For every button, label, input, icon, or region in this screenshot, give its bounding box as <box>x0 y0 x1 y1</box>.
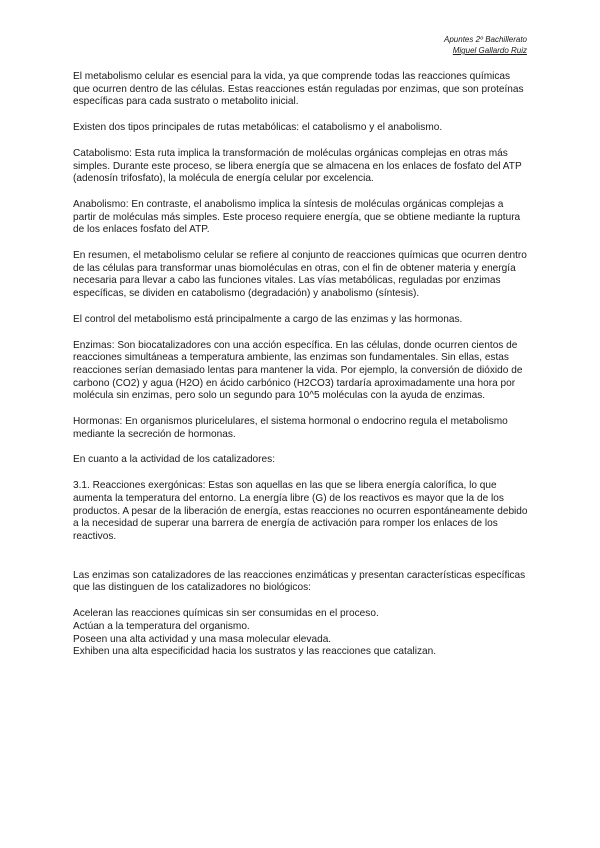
header-course: Apuntes 2º Bachillerato <box>444 35 527 44</box>
document-body <box>73 71 529 659</box>
header-author: Miguel Gallardo Ruiz <box>452 46 527 55</box>
page-header <box>444 34 527 56</box>
paragraph-catalysts: En cuanto a la actividad de los catalizadores: <box>73 454 275 466</box>
list-item: Aceleran las reacciones químicas sin ser consumidas en el proceso. <box>73 608 379 620</box>
paragraph-intro: El metabolismo celular es esencial para la vida, ya que comprende todas las reacciones químicas que ocurren dentro de las células. Estas reacciones están reguladas por enzimas, que son proteínas específicas para cada sustrato o metabolito inicial. <box>73 71 524 108</box>
paragraph-exergonic: 3.1. Reacciones exergónicas: Estas son aquellas en las que se libera energía calorífica, lo que aumenta la temperatura del entorno. La energía libre (G) de los reactivos es mayor que la de los productos. A pesar de la liberación de energía, estas reacciones no ocurren espontáneamente debido a la necesidad de superar una barrera de energía de activación para romper los enlaces de los reactivos. <box>73 480 528 542</box>
paragraph-anabolism: Anabolismo: En contraste, el anabolismo implica la síntesis de moléculas orgánicas complejas a partir de moléculas más simples. Este proceso requiere energía, que se obtiene mediante la ruptura de los enlaces fosfato del ATP. <box>73 198 521 236</box>
list-item: Actúan a la temperatura del organismo. <box>73 620 250 632</box>
list-item: Exhiben una alta especificidad hacia los sustratos y las reacciones que catalizan. <box>73 646 437 658</box>
blank-gap <box>73 557 529 570</box>
paragraph-summary: En resumen, el metabolismo celular se refiere al conjunto de reacciones químicas que ocurren dentro de las células para transformar unas biomoléculas en otras, con el fin de obtener materia y energía necesaria para llevar a cabo las funciones vitales. Las vías metabólicas, reguladas por enzimas específicas, se dividen en catabolismo (degradación) y anabolismo (síntesis). <box>73 250 527 300</box>
paragraph-control: El control del metabolismo está principalmente a cargo de las enzimas y las hormonas. <box>73 313 463 325</box>
list-item: Poseen una alta actividad y una masa molecular elevada. <box>73 633 332 645</box>
paragraph-catabolism: Catabolismo: Esta ruta implica la transformación de moléculas orgánicas complejas en otras más simples. Durante este proceso, se libera energía que se almacena en los enlaces de fosfato del ATP (adenosín trifosfato), la molécula de energía celular por excelencia. <box>73 147 522 185</box>
paragraph-enzymes: Enzimas: Son biocatalizadores con una acción específica. En las células, donde ocurren cientos de reacciones simultáneas a temperatura ambiente, las enzimas son fundamentales. Sin ellas, estas reacciones serían demasiado lentas para mantener la vida. Por ejemplo, la conversión de dióxido de carbono (CO2) y agua (H2O) en ácido carbónico (H2CO3) tardaría aproximadamente una hora por molécula sin enzimas, pero solo un segundo para 10^5 moléculas con la ayuda de enzimas. <box>73 339 523 402</box>
paragraph-hormones: Hormonas: En organismos pluricelulares, el sistema hormonal o endocrino regula el metabolismo mediante la secreción de hormonas. <box>73 416 508 440</box>
paragraph-route-types: Existen dos tipos principales de rutas metabólicas: el catabolismo y el anabolismo. <box>73 122 443 134</box>
paragraph-enzyme-characteristics: Las enzimas son catalizadores de las reacciones enzimáticas y presentan características específicas que las distinguen de los catalizadores no biológicos: <box>73 569 526 594</box>
characteristics-list <box>73 608 529 659</box>
